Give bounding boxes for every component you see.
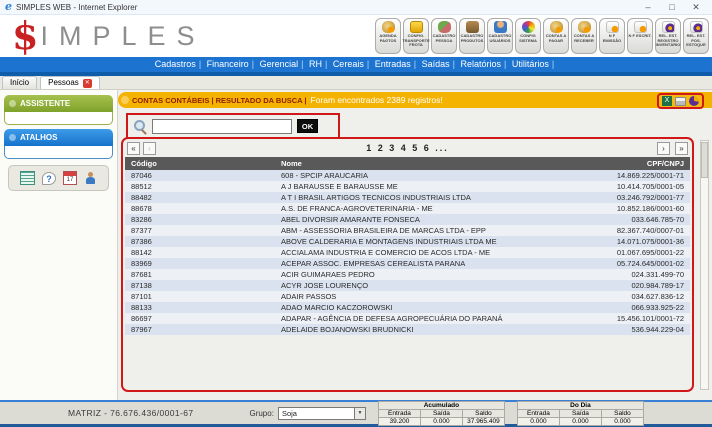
calendar-icon[interactable] [63,171,77,185]
cell-nome: A.S. DE FRANCA-AGROVETERINARIA - ME [281,204,433,213]
toolbar-button[interactable] [403,18,429,54]
toolbar-button-icon [634,21,647,33]
table-row[interactable] [125,192,690,203]
toolbar-button-label: CADASTRO PESSOA [432,33,456,43]
menu-item[interactable]: Cereais [332,59,364,69]
menu-item[interactable]: RH [308,59,322,69]
cell-nome: ACEPAR ASSOC. EMPRESAS CEREALISTA PARANA [281,259,466,268]
cell-cpf: 01.067.695/0001-22 [616,248,684,257]
chart-icon[interactable] [689,96,699,106]
table-row[interactable] [125,313,690,324]
col-saldo: Saldo [462,409,504,417]
menu-item[interactable]: Financeiro [206,59,249,69]
toolbar-button[interactable] [431,18,457,54]
cell-cpf: 10.852.186/0001-60 [616,204,684,213]
toolbar-button-icon [410,21,423,33]
main-content [118,90,712,400]
company-label: MATRIZ - 76.676.436/0001-67 [68,408,194,418]
toolbar-button[interactable] [459,18,485,54]
toolbar-button-icon [662,21,675,33]
cell-codigo: 87681 [131,270,152,279]
person-icon[interactable] [84,171,97,185]
table-row[interactable] [125,247,690,258]
col-saldo: Saldo [601,409,643,417]
table-header-row [125,157,690,170]
cell-nome: ACIR GUIMARAES PEDRO [281,270,375,279]
sidebar-quick-icons [8,165,109,191]
acumulado-table [378,401,505,426]
table-row[interactable] [125,324,690,335]
toolbar-button-label: N F EMISSÃO [602,33,622,43]
sidebar-panel-atalhos [4,129,113,159]
cell-codigo: 87377 [131,226,152,235]
toolbar-button-icon [466,21,479,33]
menu-separator: | [251,59,255,69]
grupo-select[interactable] [278,407,366,420]
cell-nome: A J BARAUSSE E BARAUSSE ME [281,182,398,191]
toolbar-button-icon [522,21,535,33]
search-input[interactable] [152,119,292,134]
menu-separator: | [301,59,304,69]
cell-nome: ADAPAR - AGÊNCIA DE DEFESA AGROPECUÁRIA DO PARANÁ [281,314,503,323]
cell-codigo: 87046 [131,171,152,180]
cell-cpf: 05.724.645/0001-02 [616,259,684,268]
table-row[interactable] [125,203,690,214]
minimize-button[interactable]: – [645,2,651,12]
toolbar-button[interactable] [515,18,541,54]
cell-cpf: 536.944.229-04 [631,325,684,334]
cell-cpf: 066.933.925-22 [631,303,684,312]
cell-nome: ABEL DIVORSIR AMARANTE FONSECA [281,215,420,224]
logo-letters: IMPLES [40,21,206,51]
grupo-selected-value: Soja [281,408,297,418]
status-bar [0,400,712,424]
table-row[interactable] [125,170,690,181]
toolbar-button[interactable] [543,18,569,54]
toolbar-button-label: N F ESCRIT. [628,33,652,38]
pagination-bar [125,141,690,157]
search-box [126,113,340,139]
assistente-header[interactable]: ASSISTENTE [4,95,113,112]
toolbar-button-icon [578,21,591,33]
main-menu [0,57,712,72]
toolbar-button-icon [438,21,451,33]
atalhos-body [4,146,113,159]
cell-cpf: 14.869.225/0001-71 [616,171,684,180]
toolbar-button[interactable] [627,18,653,54]
cell-nome: ACCIALAMA INDUSTRIA E COMERCIO DE ACOS LTDA - ME [281,248,491,257]
acumulado-entrada: 39.200 [378,417,420,425]
window-title: SIMPLES WEB - Internet Explorer [16,2,138,12]
sidebar-panel-assistente [4,95,113,125]
tab-strip [0,76,712,90]
toolbar-button[interactable] [599,18,625,54]
menu-separator: | [551,59,555,69]
results-header-title: CONTAS CONTÁBEIS | RESULTADO DA BUSCA | [132,95,307,105]
menu-item[interactable]: Relatórios [460,59,501,69]
menu-item[interactable]: Gerencial [259,59,299,69]
cell-nome: 608 - SPCIP ARAUCARIA [281,171,368,180]
menu-item[interactable]: Utilitários [511,59,549,69]
app-header [0,15,712,57]
acumulado-saida: 0.000 [420,417,462,425]
last-page-button[interactable]: » [675,142,688,155]
toolbar-button-label: REL. EST. POS. ESTOQUE [686,33,706,47]
cell-codigo: 88142 [131,248,152,257]
table-row[interactable] [125,302,690,313]
cell-nome: ADAO MARCIO KACZOROWSKI [281,303,393,312]
cell-nome: A T I BRASIL ARTIGOS TECNICOS INDUSTRIAIS LTDA [281,193,471,202]
help-icon[interactable]: ? [42,172,56,185]
next-page-button[interactable]: › [657,142,670,155]
toolbar-button-label: REL. EST. REGISTRO INVENTÁRIO [655,33,681,47]
menu-item[interactable]: Saídas [421,59,450,69]
toolbar-button-label: AGENDA PAGTOS [379,33,397,43]
app-logo [12,15,206,57]
printer-icon[interactable] [675,97,686,106]
toolbar-button-label: CONFIG SISTEMA [519,33,537,43]
tab-pessoas-label: Pessoas [48,78,79,87]
menu-separator: | [413,59,417,69]
results-panel [121,137,694,392]
search-ok-button[interactable]: OK [297,119,318,133]
grupo-label: Grupo: [249,408,274,418]
menu-separator: | [452,59,455,69]
toolbar-button-icon [494,21,507,33]
results-header-bar [118,92,712,108]
table-row[interactable] [125,280,690,291]
cell-codigo: 88482 [131,193,152,202]
cell-nome: ADELAIDE BOJANOWSKI BRUDNICKI [281,325,414,334]
cell-codigo: 83286 [131,215,152,224]
toolbar-button-label: CONFIG. TRANSPORTE FROTA [402,33,430,47]
logo-dollar-symbol: $ [12,13,39,58]
table-row[interactable] [125,225,690,236]
table-row[interactable] [125,291,690,302]
sidebar [0,90,118,400]
scrollbar-thumb[interactable] [701,142,708,178]
table-row[interactable] [125,258,690,269]
export-icons-group [657,93,704,109]
results-table [125,157,690,335]
cell-cpf: 82.367.740/0007-01 [616,226,684,235]
search-icon [133,119,147,133]
cell-codigo: 87967 [131,325,152,334]
atalhos-header[interactable]: ATALHOS [4,129,113,146]
dodia-saldo: 0.000 [601,417,643,425]
cell-codigo: 87101 [131,292,152,301]
cell-cpf: 020.984.789-17 [631,281,684,290]
table-row[interactable] [125,269,690,280]
toolbar-button-icon [690,21,703,33]
table-row[interactable] [125,236,690,247]
table-row[interactable] [125,214,690,225]
cell-cpf: 14.071.075/0001-36 [616,237,684,246]
cell-codigo: 87386 [131,237,152,246]
tab-pessoas[interactable] [40,76,100,89]
cell-cpf: 15.456.101/0001-72 [616,314,684,323]
dodia-title: Do Dia [517,401,643,409]
cell-codigo: 88133 [131,303,152,312]
dodia-entrada: 0.000 [517,417,559,425]
tab-inicio-label: Início [10,78,30,87]
tab-inicio[interactable] [2,76,37,89]
menu-separator: | [324,59,328,69]
acumulado-title: Acumulado [378,401,504,409]
calendar-day: 17 [66,177,74,183]
toolbar-button-label: CONTAS A PAGAR [545,33,567,43]
cell-cpf: 033.646.785-70 [631,215,684,224]
toolbar-button-label: CADASTRO PRODUTOS [460,33,484,43]
toolbar-button-label: CADASTRO USUÁRIOS [488,33,512,43]
cell-codigo: 87138 [131,281,152,290]
toolbar-button-icon [606,21,619,33]
maximize-button[interactable]: □ [669,2,675,12]
assistente-body [4,112,113,125]
title-bar [0,0,712,15]
quick-toolbar [375,18,709,54]
toolbar-button[interactable] [487,18,513,54]
cell-codigo: 86697 [131,314,152,323]
cell-cpf: 024.331.499-70 [631,270,684,279]
menu-separator: | [504,59,507,69]
toolbar-button-label: CONTAS A RECEBER [573,33,595,43]
chevron-down-icon: ▼ [354,408,365,419]
menu-separator: | [198,59,202,69]
menu-item[interactable]: Cadastros [154,59,196,69]
table-row[interactable] [125,181,690,192]
toolbar-button[interactable] [655,18,681,54]
cell-cpf: 10.414.705/0001-05 [616,182,684,191]
cell-nome: ADAIR PASSOS [281,292,337,301]
menu-separator: | [366,59,370,69]
cell-codigo: 83969 [131,259,152,268]
toolbar-button-icon [382,21,395,33]
close-button[interactable]: ✕ [692,2,700,12]
tab-close-icon[interactable]: ✕ [84,79,90,86]
toolbar-button-icon [550,21,563,33]
dodia-table [517,401,644,426]
prev-page-button[interactable]: ‹ [143,142,156,155]
column-header-codigo: Código [125,157,275,170]
cell-cpf: 034.627.836-12 [631,292,684,301]
cell-cpf: 03.246.792/0001-77 [616,193,684,202]
internet-explorer-icon: e [5,0,12,13]
vertical-scrollbar[interactable] [700,140,709,390]
col-entrada: Entrada [378,409,420,417]
column-header-cpf: CPF/CNPJ [545,157,690,170]
toolbar-button[interactable] [375,18,401,54]
col-saida: Saída [420,409,462,417]
excel-export-icon[interactable]: X [662,96,672,106]
acumulado-saldo: 37.965.409 [462,417,504,425]
calculator-icon[interactable] [20,171,35,185]
col-saida: Saída [559,409,601,417]
results-count-text: Foram encontrados 2389 registros! [310,95,443,105]
column-header-nome: Nome [275,157,545,170]
cell-nome: ACYR JOSE LOURENÇO [281,281,369,290]
first-page-button[interactable]: « [127,142,140,155]
col-entrada: Entrada [517,409,559,417]
cell-nome: ABM - ASSESSORIA BRASILEIRA DE MARCAS LTDA - EPP [281,226,486,235]
cell-codigo: 88678 [131,204,152,213]
page-numbers[interactable]: 1 2 3 4 5 6 ... [366,143,449,153]
toolbar-button[interactable] [683,18,709,54]
menu-item[interactable]: Entradas [374,59,411,69]
dodia-saida: 0.000 [559,417,601,425]
cell-codigo: 88512 [131,182,152,191]
cell-nome: ABOVE CALDERARIA E MONTAGENS INDUSTRIAIS LTDA ME [281,237,497,246]
toolbar-button[interactable] [571,18,597,54]
